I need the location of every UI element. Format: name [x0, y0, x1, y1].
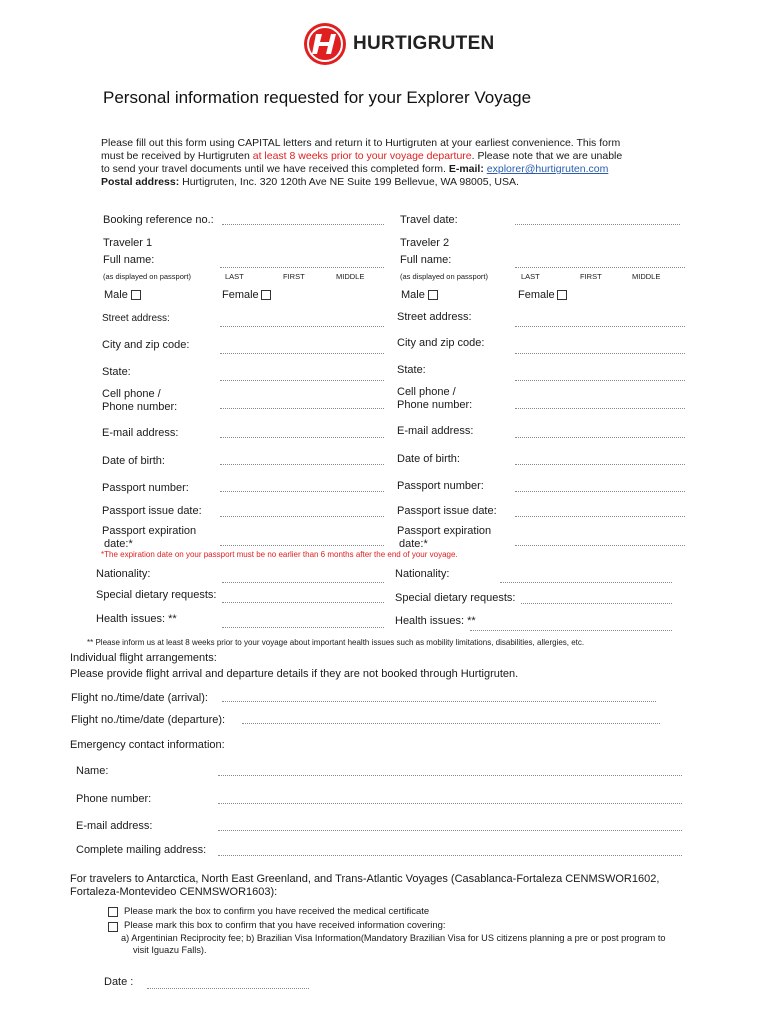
- t1-city-label: City and zip code:: [102, 339, 190, 351]
- flights-heading: Individual flight arrangements:: [70, 652, 217, 664]
- t2-last-caption: LAST: [521, 272, 540, 281]
- t1-dob-field[interactable]: [220, 464, 384, 465]
- flight-departure-field[interactable]: [242, 723, 660, 724]
- t1-nationality-field[interactable]: [222, 582, 384, 583]
- t2-phone-field[interactable]: [515, 408, 685, 409]
- t2-female-checkbox[interactable]: [557, 290, 567, 300]
- t2-passport-number-label: Passport number:: [397, 480, 484, 492]
- page-title: Personal information requested for your Explorer Voyage: [103, 88, 532, 107]
- intro-line-2: must be received by Hurtigruten at least 8 weeks prior to your voyage departure. Please note that we are unable: [101, 150, 623, 162]
- t2-state-field[interactable]: [515, 380, 685, 381]
- t2-city-field[interactable]: [515, 353, 685, 354]
- t2-health-field[interactable]: [470, 630, 672, 631]
- t2-expiration-field[interactable]: [515, 545, 685, 546]
- t2-issue-label: Passport issue date:: [397, 505, 497, 517]
- t2-nationality-field[interactable]: [500, 582, 672, 583]
- visa-info-label: Please mark this box to confirm that you have received information covering:: [124, 920, 446, 931]
- t2-dob-field[interactable]: [515, 464, 685, 465]
- t2-fullname-field[interactable]: [515, 267, 685, 268]
- intro-paragraph: [101, 137, 622, 189]
- t2-city-label: City and zip code:: [397, 337, 485, 349]
- t1-male-label: Male: [104, 289, 128, 301]
- booking-reference-field[interactable]: [222, 224, 384, 225]
- t1-state-label: State:: [102, 366, 131, 378]
- t2-middle-caption: MIDDLE: [632, 272, 661, 281]
- t2-fullname-label: Full name:: [400, 254, 452, 266]
- emergency-name-label: Name:: [76, 765, 109, 777]
- t2-email-label: E-mail address:: [397, 425, 474, 437]
- t1-nationality-label: Nationality:: [96, 568, 151, 580]
- flight-arrival-field[interactable]: [222, 701, 656, 702]
- t2-first-caption: FIRST: [580, 272, 602, 281]
- t2-state-label: State:: [397, 364, 426, 376]
- t1-fullname-label: Full name:: [103, 254, 155, 266]
- t1-female-label: Female: [222, 289, 259, 301]
- t1-middle-caption: MIDDLE: [336, 272, 365, 281]
- t2-street-label: Street address:: [397, 311, 472, 323]
- antarctica-heading: For travelers to Antarctica, North East Greenland, and Trans-Atlantic Voyages (Casablanca-Fortaleza CENMSWOR1602, Fortaleza-Montevideo CENMSWOR1603):: [70, 873, 660, 898]
- email-link[interactable]: explorer@hurtigruten.com: [486, 163, 609, 175]
- t2-female-label: Female: [518, 289, 555, 301]
- emergency-phone-field[interactable]: [218, 803, 682, 804]
- deadline-highlight: at least 8 weeks prior to your voyage departure: [252, 150, 472, 162]
- t1-phone-field[interactable]: [220, 408, 384, 409]
- t1-street-label: Street address:: [102, 313, 170, 324]
- hurtigruten-logo-icon: [303, 22, 347, 66]
- emergency-mailing-field[interactable]: [218, 855, 682, 856]
- t1-street-field[interactable]: [220, 326, 384, 327]
- t2-expiration-label: Passport expiration date:*: [397, 525, 492, 550]
- t1-issue-field[interactable]: [220, 516, 384, 517]
- t1-state-field[interactable]: [220, 380, 384, 381]
- t1-dob-label: Date of birth:: [102, 455, 165, 467]
- emergency-name-field[interactable]: [218, 775, 682, 776]
- expiration-note: *The expiration date on your passport must be no earlier than 6 months after the end of your voyage.: [101, 550, 458, 559]
- date-field[interactable]: [147, 988, 309, 989]
- travel-date-field[interactable]: [515, 224, 680, 225]
- t2-male-checkbox[interactable]: [428, 290, 438, 300]
- traveler-2-heading: Traveler 2: [400, 237, 450, 249]
- t1-dietary-label: Special dietary requests:: [96, 589, 217, 601]
- t2-male-label: Male: [401, 289, 425, 301]
- t1-male-checkbox[interactable]: [131, 290, 141, 300]
- visa-info-details: a) Argentinian Reciprocity fee; b) Brazilian Visa Information(Mandatory Brazilian Visa for US citizens planning a pre or post program to visit Iguazu Falls).: [121, 933, 666, 955]
- flights-description: Please provide flight arrival and departure details if they are not booked through Hurtigruten.: [70, 668, 519, 680]
- t2-health-label: Health issues: **: [395, 615, 476, 627]
- t1-health-field[interactable]: [222, 627, 384, 628]
- t2-passport-note: (as displayed on passport): [400, 272, 488, 281]
- t1-email-label: E-mail address:: [102, 427, 179, 439]
- medical-certificate-checkbox[interactable]: [108, 907, 118, 917]
- traveler-1-heading: Traveler 1: [103, 237, 153, 249]
- t1-first-caption: FIRST: [283, 272, 305, 281]
- emergency-mailing-label: Complete mailing address:: [76, 844, 207, 856]
- t1-last-caption: LAST: [225, 272, 244, 281]
- t1-passport-note: (as displayed on passport): [103, 272, 191, 281]
- t1-expiration-label: Passport expiration date:*: [102, 525, 197, 550]
- t2-dob-label: Date of birth:: [397, 453, 460, 465]
- date-label: Date :: [104, 976, 134, 988]
- intro-line-3: to send your travel documents until we have received this completed form. E-mail: explorer@hurtigruten.com: [101, 163, 609, 175]
- t1-dietary-field[interactable]: [222, 602, 384, 603]
- intro-line-1: Please fill out this form using CAPITAL letters and return it to Hurtigruten at your earliest convenience. This form: [101, 137, 621, 149]
- intro-line-4: Postal address: Hurtigruten, Inc. 320 120th Ave NE Suite 199 Bellevue, WA 98005, USA.: [101, 176, 519, 188]
- t1-fullname-field[interactable]: [220, 267, 384, 268]
- t1-female-checkbox[interactable]: [261, 290, 271, 300]
- t2-street-field[interactable]: [515, 326, 685, 327]
- t1-passport-number-label: Passport number:: [102, 482, 189, 494]
- t1-passport-number-field[interactable]: [220, 491, 384, 492]
- t2-passport-number-field[interactable]: [515, 491, 685, 492]
- travel-date-label: Travel date:: [400, 214, 458, 226]
- emergency-email-field[interactable]: [218, 830, 682, 831]
- t2-email-field[interactable]: [515, 437, 685, 438]
- t2-nationality-label: Nationality:: [395, 568, 450, 580]
- t1-health-label: Health issues: **: [96, 613, 177, 625]
- t2-dietary-label: Special dietary requests:: [395, 592, 516, 604]
- t2-issue-field[interactable]: [515, 516, 685, 517]
- t1-email-field[interactable]: [220, 437, 384, 438]
- flight-departure-label: Flight no./time/date (departure):: [71, 714, 226, 726]
- health-note: ** Please inform us at least 8 weeks prior to your voyage about important health issues such as mobility limitations, disabilities, allergies, etc.: [87, 638, 585, 647]
- emergency-phone-label: Phone number:: [76, 793, 152, 805]
- t2-cell-label: Cell phone / Phone number:: [397, 386, 473, 411]
- t2-dietary-field[interactable]: [521, 603, 672, 604]
- booking-reference-label: Booking reference no.:: [103, 214, 214, 226]
- flight-arrival-label: Flight no./time/date (arrival):: [71, 692, 208, 704]
- t1-issue-label: Passport issue date:: [102, 505, 202, 517]
- t1-expiration-field[interactable]: [220, 545, 384, 546]
- emergency-heading: Emergency contact information:: [70, 739, 225, 751]
- logo-wordmark: HURTIGRUTEN: [353, 33, 495, 54]
- visa-info-checkbox[interactable]: [108, 922, 118, 932]
- t1-city-field[interactable]: [220, 353, 384, 354]
- t1-cell-label: Cell phone / Phone number:: [102, 388, 178, 413]
- medical-certificate-label: Please mark the box to confirm you have received the medical certificate: [124, 906, 430, 917]
- emergency-email-label: E-mail address:: [76, 820, 153, 832]
